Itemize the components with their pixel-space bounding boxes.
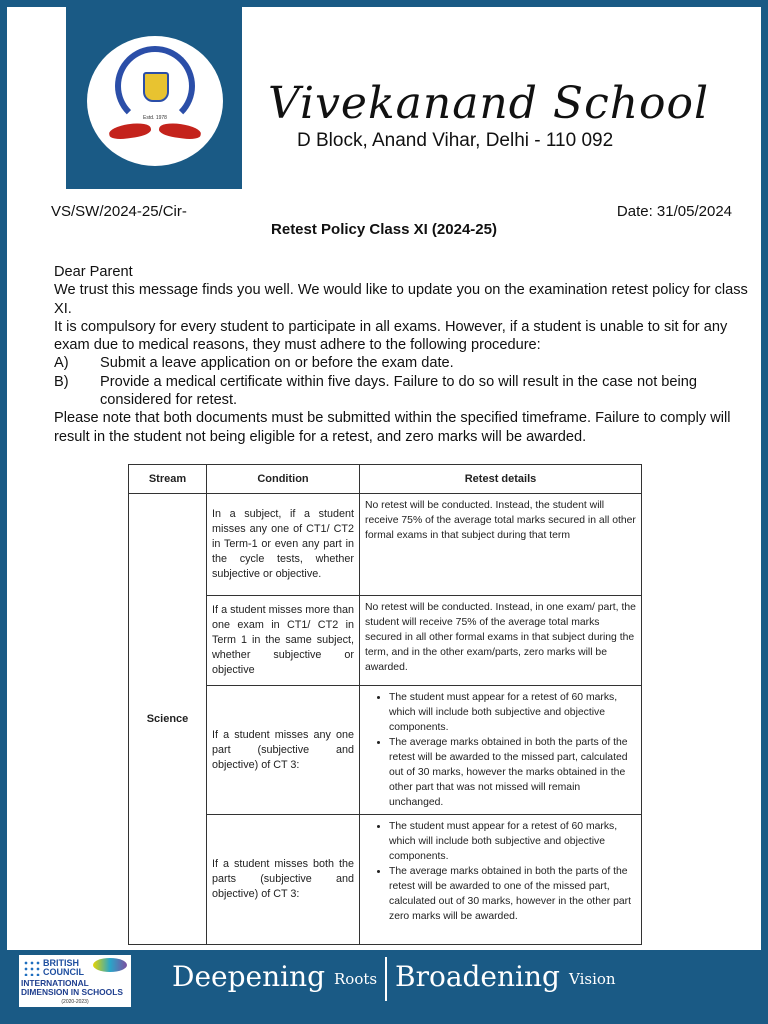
list-item: [54, 354, 754, 372]
circular-ref-number: VS/SW/2024-25/Cir-: [51, 203, 187, 220]
header-stream: Stream: [129, 465, 207, 494]
condition-cell: If a student misses more than one exam in CT1/ CT2 in Term 1 in the same subject, whether subjective or objective: [207, 596, 360, 686]
details-cell: [360, 686, 642, 815]
british-council-logo: [19, 955, 131, 1007]
circular-title: Retest Policy Class XI (2024-25): [271, 221, 497, 238]
crest-shield: [143, 72, 169, 102]
motto-divider: [385, 957, 387, 1001]
school-crest-icon: [87, 36, 223, 166]
details-bullet: • The student must appear for a retest of 60 marks, which will include both subjective and objective components.: [389, 819, 636, 864]
circular-date: Date: 31/05/2024: [616, 203, 732, 220]
crest-wing-right: [158, 121, 202, 141]
details-cell: No retest will be conducted. Instead, the student will receive 75% of the average total marks secured in all other formal exams in that subject during that term: [360, 494, 642, 596]
details-bullet-list: [365, 690, 636, 810]
details-bullet-list: [365, 819, 636, 924]
motto-vision: Vision: [569, 970, 616, 988]
paragraph-intro: We trust this message finds you well. We would like to update you on the examination retest policy for class XI.: [54, 282, 748, 317]
paragraph-note: Please note that both documents must be submitted within the specified timeframe. Failure to comply will result in the student not being eligible for a retest, and zero marks will be awarded.: [54, 410, 731, 445]
paragraph-procedure: It is compulsory for every student to participate in all exams. However, if a student is unable to sit for any exam due to medical reasons, they must adhere to the following procedure:: [54, 318, 728, 354]
motto-roots: Roots: [334, 970, 378, 988]
bc-dots-icon: [23, 960, 41, 976]
list-text: Submit a leave application on or before the exam date.: [100, 355, 454, 372]
bc-logo-years: (2020-2023): [61, 999, 89, 1005]
bc-logo-text: BRITISH COUNCIL: [43, 958, 84, 977]
motto-deepening: Deepening: [172, 960, 326, 993]
motto-broadening: Broadening: [395, 960, 560, 993]
list-marker: A): [54, 355, 69, 372]
condition-cell: If a student misses both the parts (subjective and objective) of CT 3:: [207, 815, 360, 945]
header-condition: Condition: [207, 465, 360, 494]
bc-logo-subtext: INTERNATIONAL DIMENSION IN SCHOOLS: [21, 978, 123, 997]
list-item: [54, 373, 754, 410]
table-row: [129, 494, 642, 596]
details-bullet: • The student must appear for a retest of 60 marks, which will include both subjective and objective components.: [389, 690, 636, 735]
details-cell: [360, 815, 642, 945]
bc-swish-icon: [93, 958, 127, 972]
retest-policy-table: [128, 464, 641, 945]
header-logo-panel: [66, 7, 242, 189]
condition-cell: In a subject, if a student misses any one of CT1/ CT2 in Term-1 or even any part in the cycle tests, whether subjective or objective.: [207, 494, 360, 596]
details-bullet: • The average marks obtained in both the parts of the retest will be awarded to one of the missed part, calculated out of 30 marks, however in the other part zero marks will be awarded.: [389, 864, 636, 924]
letter-body: [54, 263, 754, 446]
list-marker: B): [54, 373, 69, 390]
footer-banner: [7, 950, 761, 1017]
list-text: Provide a medical certificate within five days. Failure to do so will result in the case not being considered for retest.: [100, 373, 698, 409]
condition-cell: If a student misses any one part (subjective and objective) of CT 3:: [207, 686, 360, 815]
school-address: D Block, Anand Vihar, Delhi - 110 092: [297, 130, 614, 151]
crest-wing-left: [108, 121, 152, 141]
details-bullet: • The average marks obtained in both the parts of the retest will be awarded to the missed part, calculated out of 30 marks, however the marks obtained in the other part that was not missed will remain unchanged.: [389, 735, 636, 810]
crest-est-text: Estd. 1978: [143, 115, 167, 121]
table-header-row: [129, 465, 642, 494]
school-name: Vivekanand School: [268, 78, 710, 129]
header-retest-details: Retest details: [360, 465, 642, 494]
stream-cell: Science: [129, 494, 207, 945]
salutation: Dear Parent: [54, 264, 133, 280]
details-cell: No retest will be conducted. Instead, in one exam/ part, the student will receive 75% of the average total marks secured in all other formal exams in that subject during the term, and in the other exam/parts, zero marks will be awarded.: [360, 596, 642, 686]
